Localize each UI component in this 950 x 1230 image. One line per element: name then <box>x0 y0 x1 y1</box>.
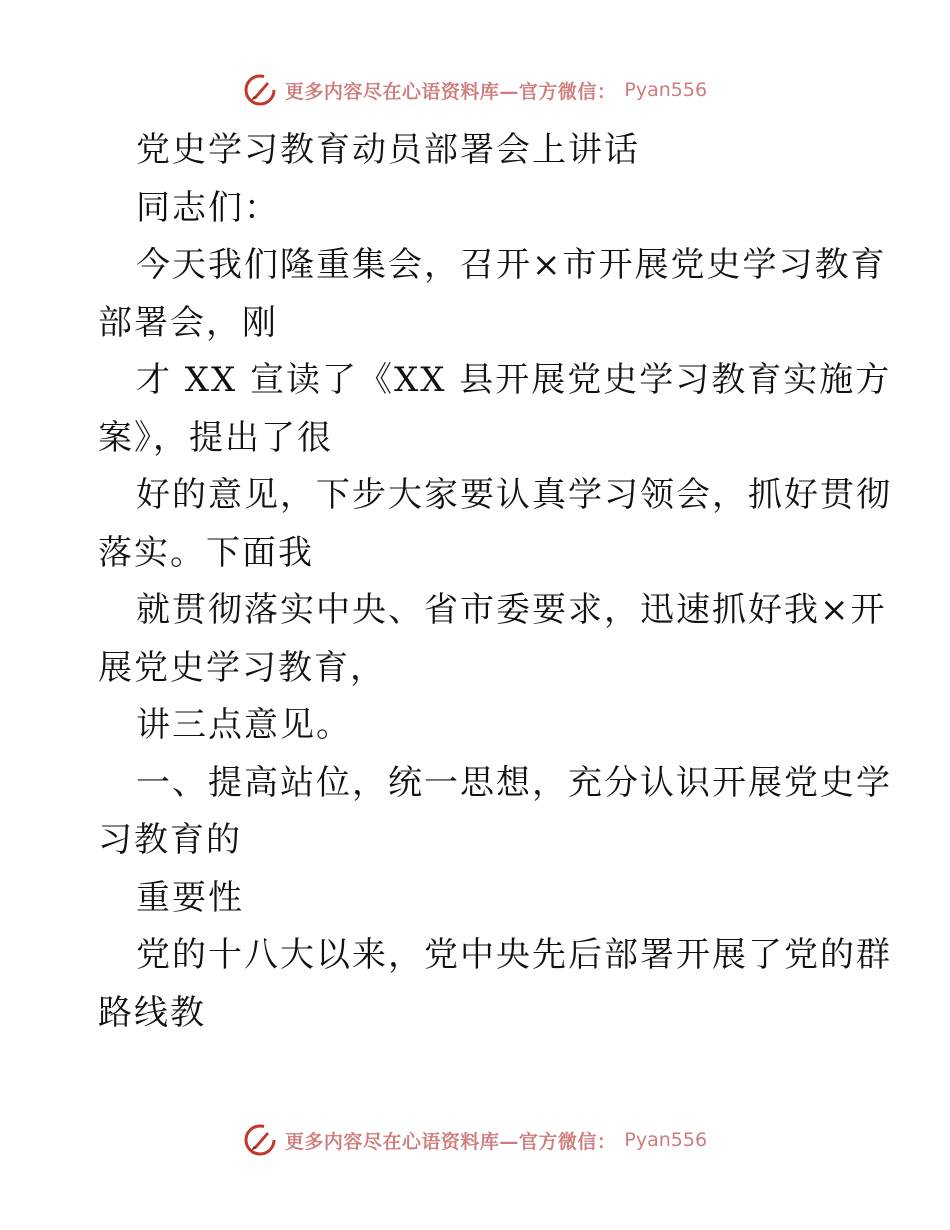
banner-wechat-id: Pyan556 <box>624 1129 708 1151</box>
text-line: 党史学习教育动员部署会上讲话 <box>136 130 640 170</box>
text-line: 部署会，刚 <box>98 302 278 343</box>
banner-text: 更多内容尽在心语资料库—官方微信： <box>284 1130 617 1153</box>
text-line: 党的十八大以来，党中央先后部署开展了党的群 <box>136 935 892 975</box>
text-line: 才 XX 宣读了《XX 县开展党史学习教育实施方 <box>136 360 892 400</box>
text-line: 案》，提出了很 <box>98 417 333 458</box>
text-line: 展党史学习教育， <box>98 647 386 688</box>
text-line: 落实。下面我 <box>98 532 314 573</box>
feather-pen-logo-icon <box>243 1123 277 1157</box>
text-line: 重要性 <box>136 877 244 918</box>
banner-wechat-id: Pyan556 <box>624 79 708 101</box>
text-line: 一、提高站位，统一思想，充分认识开展党史学 <box>136 762 892 803</box>
text-line: 今天我们隆重集会，召开×市开展党史学习教育 <box>136 245 887 285</box>
header-watermark-banner <box>0 70 950 110</box>
text-line: 习教育的 <box>98 820 242 860</box>
text-line: 讲三点意见。 <box>136 705 352 745</box>
text-line: 同志们： <box>136 187 280 228</box>
document-body <box>98 122 892 1042</box>
text-line: 就贯彻落实中央、省市委要求，迅速抓好我×开 <box>136 590 887 630</box>
text-line: 路线教 <box>98 992 206 1033</box>
text-line: 好的意见，下步大家要认真学习领会，抓好贯彻 <box>136 475 892 515</box>
feather-pen-logo-icon <box>243 73 277 107</box>
footer-watermark-banner <box>0 1120 950 1160</box>
banner-text: 更多内容尽在心语资料库—官方微信： <box>284 80 617 103</box>
